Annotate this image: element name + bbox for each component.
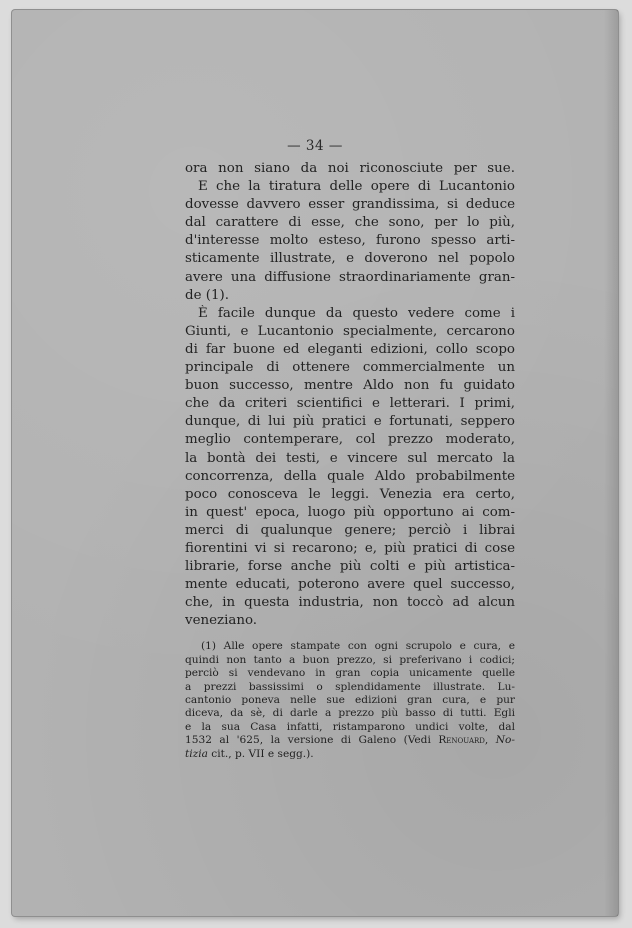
body-line: È facile dunque da questo vedere come i xyxy=(198,305,515,321)
citation-work-continued: tizia xyxy=(185,747,208,760)
body-line: d'interesse molto esteso, furono spesso arti- xyxy=(185,233,515,249)
citation-tail: cit., p. VII e segg.). xyxy=(207,747,314,760)
footnote-line xyxy=(185,748,515,761)
citation-work: No- xyxy=(495,734,515,747)
footnote-line: cantonio poneva nelle sue edizioni gran cura, e pur xyxy=(185,694,515,706)
body-line: dunque, di lui più pratici e fortunati, seppero xyxy=(185,414,515,430)
footnote xyxy=(185,640,515,761)
body-line: meglio contemperare, col prezzo moderato, xyxy=(185,432,515,448)
body-line: dal carattere di esse, che sono, per lo più, xyxy=(185,215,515,231)
footnote-line: quindi non tanto a buon prezzo, si preferivano i codici; xyxy=(185,653,515,666)
body-line: veneziano. xyxy=(185,613,258,629)
body-line: merci di qualunque genere; perciò i librai xyxy=(185,522,515,538)
body-text xyxy=(185,160,515,630)
body-line: concorrenza, della quale Aldo probabilmente xyxy=(185,468,515,484)
footnote-line: e la sua Casa infatti, ristamparono undici volte, dal xyxy=(185,720,515,733)
body-line: E che la tiratura delle opere di Lucantonio xyxy=(198,179,515,195)
body-line: avere una diffusione straordinariamente gran- xyxy=(185,269,515,285)
footnote-line: a prezzi bassissimi o splendidamente illustrate. Lu- xyxy=(185,680,515,693)
body-line: che da criteri scientifici e letterari. I primi, xyxy=(185,396,515,412)
body-line: poco conosceva le leggi. Venezia era certo, xyxy=(185,486,515,502)
citation-author: Renouard xyxy=(438,734,485,747)
body-line: ora non siano da noi riconosciute per sue. xyxy=(185,161,515,176)
body-line: che, in questa industria, non toccò ad alcun xyxy=(185,595,515,611)
footnote-line xyxy=(185,734,515,747)
body-line: fiorentini vi si recarono; e, più pratici di cose xyxy=(185,540,515,556)
citation-separator: , xyxy=(484,734,496,747)
book-page xyxy=(12,10,618,916)
footnote-line-text: 1532 al '625, la versione di Galeno (Vedi xyxy=(185,734,439,747)
body-line: buon successo, mentre Aldo non fu guidato xyxy=(185,378,515,394)
body-line: de (1). xyxy=(185,287,229,303)
footnote-line: (1) Alle opere stampate con ogni scrupolo e cura, e xyxy=(201,640,515,653)
footnote-line: diceva, da sè, di darle a prezzo più basso di tutti. Egli xyxy=(185,707,515,720)
footnote-line: perciò si vendevano in gran copia unicamente quelle xyxy=(185,667,515,680)
text-block xyxy=(185,160,515,761)
page-number: — 34 — xyxy=(287,138,343,154)
body-line: librarie, forse anche più colti e più artistica- xyxy=(185,559,515,575)
body-line: sticamente illustrate, e doverono nel popolo xyxy=(185,251,515,267)
body-line: di far buone ed eleganti edizioni, collo scopo xyxy=(185,341,515,357)
body-line: in quest' epoca, luogo più opportuno ai com- xyxy=(185,504,515,520)
body-line: la bontà dei testi, e vincere sul mercato la xyxy=(185,450,515,466)
body-line: dovesse davvero esser grandissima, si deduce xyxy=(185,197,515,213)
body-line: principale di ottenere commercialmente un xyxy=(185,360,515,376)
body-line: Giunti, e Lucantonio specialmente, cercarono xyxy=(185,323,515,339)
body-line: mente educati, poterono avere quel successo, xyxy=(185,577,515,593)
